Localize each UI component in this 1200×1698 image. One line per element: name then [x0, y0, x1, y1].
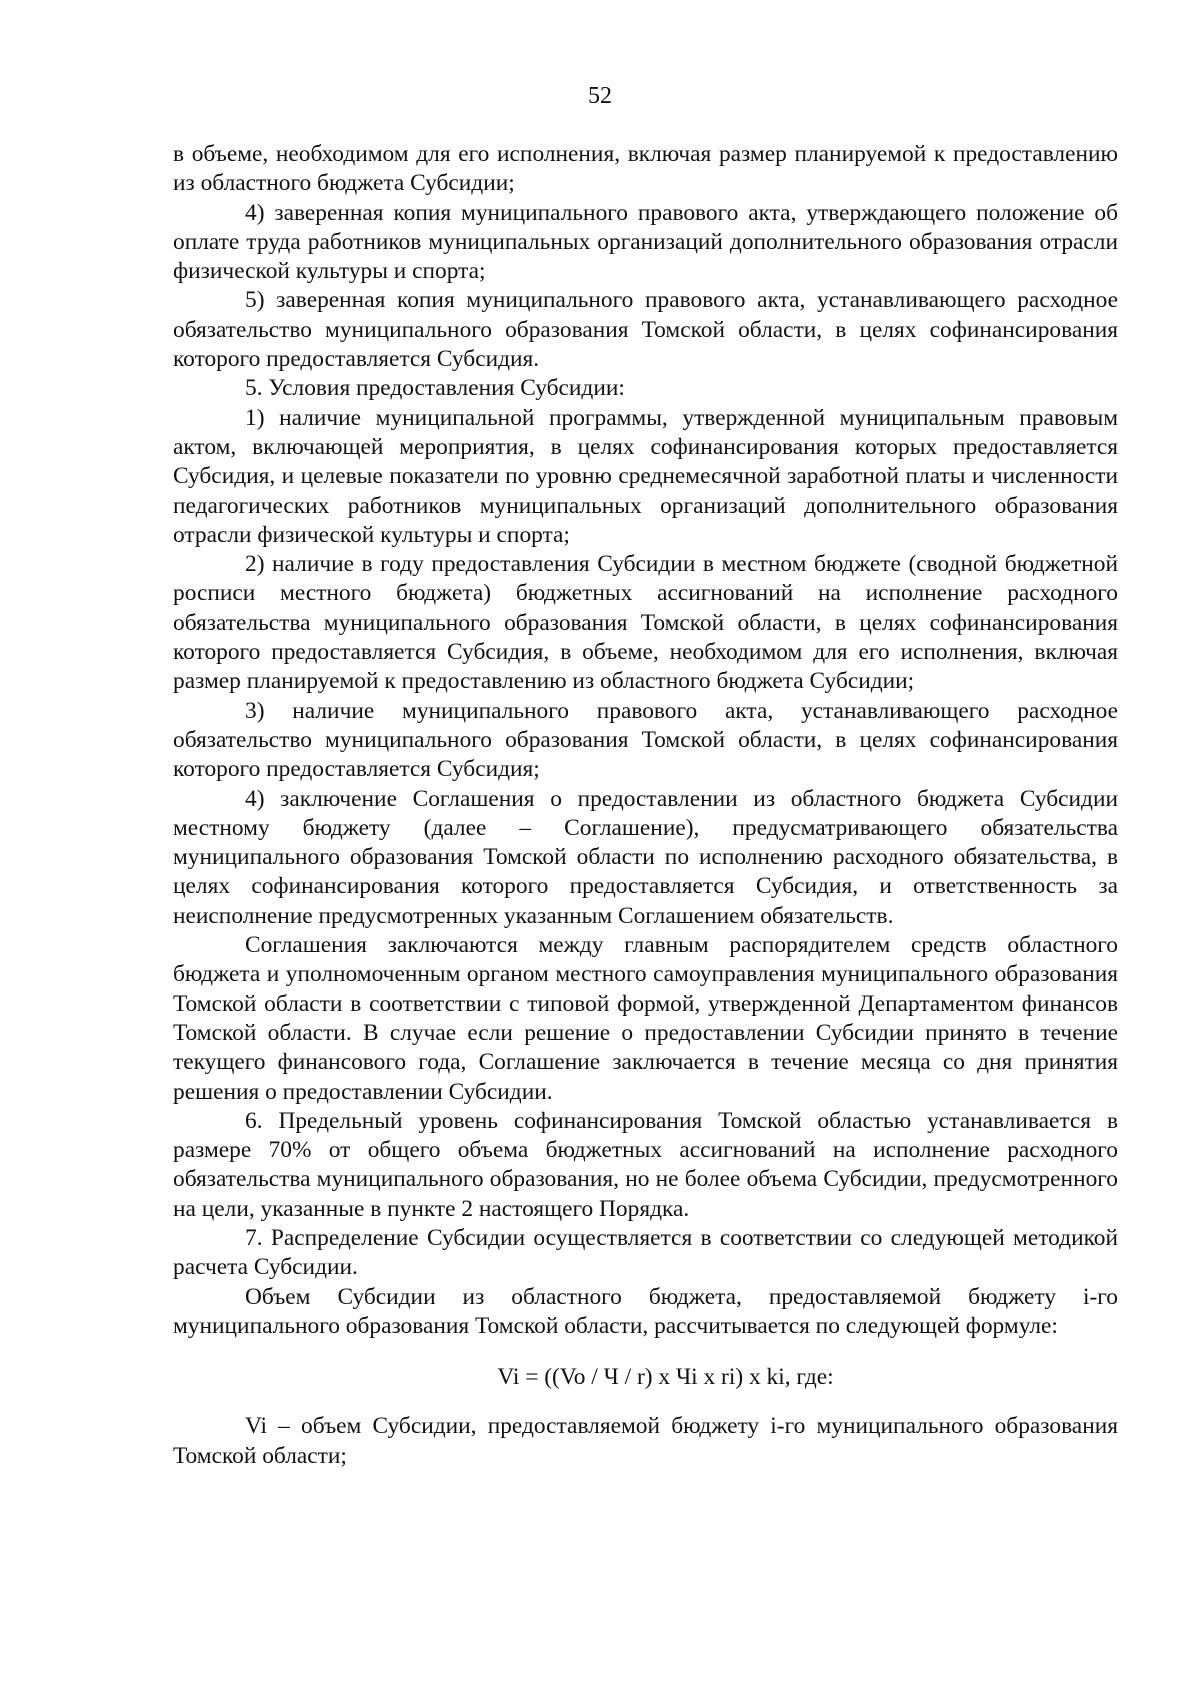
paragraph: 3) наличие муниципального правового акта, устанавливающего расходное обязательство муниципального образования Томской области, в целях софинансирования которого предоставляется Субсидия; [173, 697, 1118, 783]
paragraph: в объеме, необходимом для его исполнения, включая размер планируемой к предоставлению из областного бюджета Субсидии; [173, 141, 1118, 197]
paragraph: 6. Предельный уровень софинансирования Томской областью устанавливается в размере 70% от общего объема бюджетных ассигнований на исполнение расходного обязательства муниципального образования, но не более объема Субсидии, предусмотренного на цели, указанные в пункте 2 настоящего Порядка. [173, 1107, 1118, 1222]
paragraph: 7. Распределение Субсидии осуществляется в соответствии со следующей методикой расчета Субсидии. [173, 1224, 1118, 1281]
section-heading: 5. Условия предоставления Субсидии: [245, 375, 625, 402]
formula: Vi = ((Vo / Ч / r) x Чi x ri) x ki, где: [497, 1364, 834, 1391]
paragraph: Соглашения заключаются между главным распорядителем средств областного бюджета и уполномоченным органом местного самоуправления муниципального образования Томской области в соответствии с типовой формой, утвержденной Департаментом финансов Томской области. В случае если решение о предоставлении Субсидии принято в течение текущего финансового года, Соглашение заключается в течение месяца со дня принятия решения о предоставлении Субсидии. [173, 932, 1118, 1105]
paragraph: Объем Субсидии из областного бюджета, предоставляемой бюджету i-го муниципального образования Томской области, рассчитывается по следующей формуле: [173, 1283, 1118, 1339]
paragraph: 4) заключение Соглашения о предоставлении из областного бюджета Субсидии местному бюджету (далее – Соглашение), предусматривающего обязательства муниципального образования Томской области по исполнению расходного обязательства, в целях софинансирования которого предоставляется Субсидия, и ответственность за неисполнение предусмотренных указанным Соглашением обязательств. [173, 785, 1118, 929]
document-body [173, 140, 1118, 1471]
paragraph: 1) наличие муниципальной программы, утвержденной муниципальным правовым актом, включающей мероприятия, в целях софинансирования которых предоставляется Субсидия, и целевые показатели по уровню среднемесячной заработной платы и численности педагогических работников муниципальных организаций дополнительного образования отрасли физической культуры и спорта; [173, 404, 1118, 548]
definition: Vi – объем Субсидии, предоставляемой бюджету i-го муниципального образования Томской области; [173, 1413, 1118, 1469]
paragraph: 4) заверенная копия муниципального правового акта, утверждающего положение об оплате труда работников муниципальных организаций дополнительного образования отрасли физической культуры и спорта; [173, 199, 1118, 285]
page-number: 52 [588, 83, 612, 109]
paragraph: 2) наличие в году предоставления Субсидии в местном бюджете (сводной бюджетной росписи местного бюджета) бюджетных ассигнований на исполнение расходного обязательства муниципального образования Томской области, в целях софинансирования которого предоставляется Субсидия, в объеме, необходимом для его исполнения, включая размер планируемой к предоставлению из областного бюджета Субсидии; [173, 551, 1118, 695]
paragraph: 5) заверенная копия муниципального правового акта, устанавливающего расходное обязательство муниципального образования Томской области, в целях софинансирования которого предоставляется Субсидия. [173, 287, 1118, 373]
